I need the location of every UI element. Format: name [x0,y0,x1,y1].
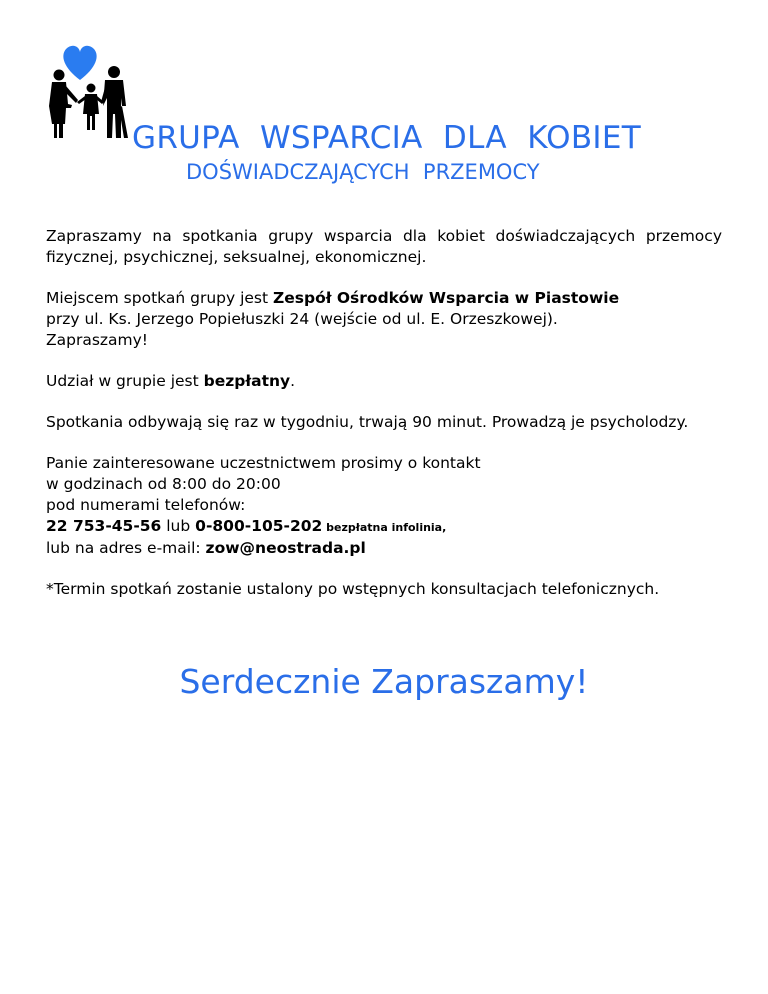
place-prefix: Miejscem spotkań grupy jest [46,289,274,307]
main-content [46,226,722,620]
contact-line-1: Panie zainteresowane uczestnictwem prosimy o kontakt [46,454,481,472]
hotline-note: bezpłatna infolinia, [322,521,447,534]
phone-number-1[interactable]: 22 753-45-56 [46,517,162,535]
woman-figure [49,70,78,139]
invite-text: Zapraszamy! [46,331,149,349]
email-link[interactable]: zow@neostrada.pl [205,539,366,557]
free-prefix: Udział w grupie jest [46,372,204,390]
place-paragraph [46,288,722,351]
contact-paragraph [46,453,722,559]
child-figure [77,84,104,131]
intro-paragraph: Zapraszamy na spotkania grupy wsparcia dla kobiet doświadczających przemocy fizycznej, psychicznej, seksualnej, ekonomicznej. [46,227,722,266]
place-name: Zespół Ośrodków Wsparcia w Piastowie [273,289,620,307]
heart-icon [63,46,96,80]
phone-separator: lub [161,517,196,535]
note-paragraph: *Termin spotkań zostanie ustalony po wstępnych konsultacjach telefonicznych. [46,580,660,598]
free-paragraph [46,371,722,392]
page-title: GRUPA WSPARCIA DLA KOBIET [132,120,641,156]
contact-line-2: w godzinach od 8:00 do 20:00 [46,475,281,493]
page-subtitle: DOŚWIADCZAJĄCYCH PRZEMOCY [186,160,540,184]
free-word: bezpłatny [203,372,291,390]
email-prefix: lub na adres e-mail: [46,539,206,557]
free-suffix: . [290,372,296,390]
man-figure [101,66,128,138]
schedule-paragraph: Spotkania odbywają się raz w tygodniu, trwają 90 minut. Prowadzą je psycholodzy. [46,413,689,431]
phone-number-2[interactable]: 0-800-105-202 [195,517,323,535]
family-heart-icon [46,42,132,142]
address-text: przy ul. Ks. Jerzego Popiełuszki 24 (wejście od ul. E. Orzeszkowej). [46,310,558,328]
closing-text: Serdecznie Zapraszamy! [179,662,589,701]
contact-line-3: pod numerami telefonów: [46,496,246,514]
